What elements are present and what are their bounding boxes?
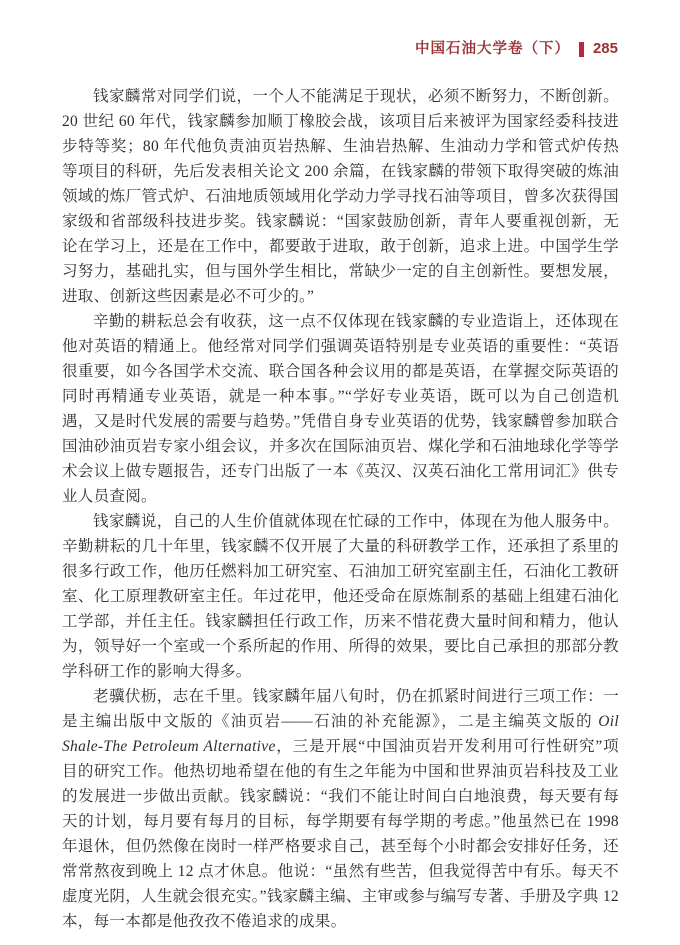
running-title: 中国石油大学卷（下） <box>414 41 570 57</box>
paragraph-1: 钱家麟常对同学们说，一个人不能满足于现状，必须不断努力，不断创新。20 世纪 60 年代，钱家麟参加顺丁橡胶会战，该项目后来被评为国家经委科技进步特等奖；80 年代他负责油页岩热解、生油岩热解、生油动力学和管式炉传热等项目的科研，先后发表相关论文 200 余篇，在钱家麟的带领下取得突破的炼油领域的炼厂管式炉、石油地质领域用化学动力学寻找石油等项目，曾多次获得国家级和省部级科技进步奖。钱家麟说：“国家鼓励创新，青年人要重视创新，无论在学习上，还是在工作中，都要敢于进取，敢于创新，追求上进。中国学生学习努力，基础扎实，但与国外学生相比，常缺少一定的自主创新性。要想发展，进取、创新这些因素是必不可少的。” <box>62 88 619 305</box>
paragraph-4-text-end: ，三是开展“中国油页岩开发利用可行性研究”项目的研究工作。他热切地希望在他的有生之年能为中国和世界油页岩科技及工业的发展进一步做出贡献。钱家麟说：“我们不能让时间白白地浪费，每天要有每天的计划，每月要有每月的目标，每学期要有每学期的考虑。”他虽然已在 1998 年退休，但仍然像在岗时一样严格要求自己，甚至每个小时都会安排好任务，还常常熬夜到晚上 12 点才休息。他说：“虽然有些苦，但我觉得苦中有乐。每天不虚度光阴，人生就会很充实。”钱家麟主编、主审或参与编写专著、手册及字典 12 本，每一本都是他孜孜不倦追求的成果。 <box>62 738 619 930</box>
page-body <box>62 84 619 934</box>
paragraph-3: 钱家麟说，自己的人生价值就体现在忙碌的工作中，体现在为他人服务中。辛勤耕耘的几十年里，钱家麟不仅开展了大量的科研教学工作，还承担了系里的很多行政工作，他历任燃料加工研究室、石油加工研究室副主任，石油化工教研室、化工原理教研室主任。年过花甲，他还受命在原炼制系的基础上组建石油化工学部，并任主任。钱家麟担任行政工作，历来不惜花费大量时间和精力，他认为，领导好一个室或一个系所起的作用、所得的效果，要比自己承担的那部分教学科研工作的影响大得多。 <box>62 513 619 680</box>
paragraph-2: 辛勤的耕耘总会有收获，这一点不仅体现在钱家麟的专业造诣上，还体现在他对英语的精通上。他经常对同学们强调英语特别是专业英语的重要性：“英语很重要，如今各国学术交流、联合国各种会议用的都是英语，在掌握交际英语的同时再精通专业英语，就是一种本事。”“学好专业英语，既可以为自己创造机遇，又是时代发展的需要与趋势。”凭借自身专业英语的优势，钱家麟曾参加联合国油砂油页岩专家小组会议，并多次在国际油页岩、煤化学和石油地球化学等学术会议上做专题报告，还专门出版了一本《英汉、汉英石油化工常用词汇》供专业人员查阅。 <box>62 313 619 505</box>
english-book-title: Oil Shale-The Petroleum Alternative <box>62 713 619 755</box>
paragraph-4 <box>62 684 619 934</box>
paragraph-4-text-start: 老骥伏枥，志在千里。钱家麟年届八旬时，仍在抓紧时间进行三项工作：一是主编出版中文版的《油页岩——石油的补充能源》，二是主编英文版的 <box>62 688 619 730</box>
header-divider-bar <box>579 42 584 57</box>
page-header <box>415 40 618 58</box>
page-number: 285 <box>592 40 618 57</box>
